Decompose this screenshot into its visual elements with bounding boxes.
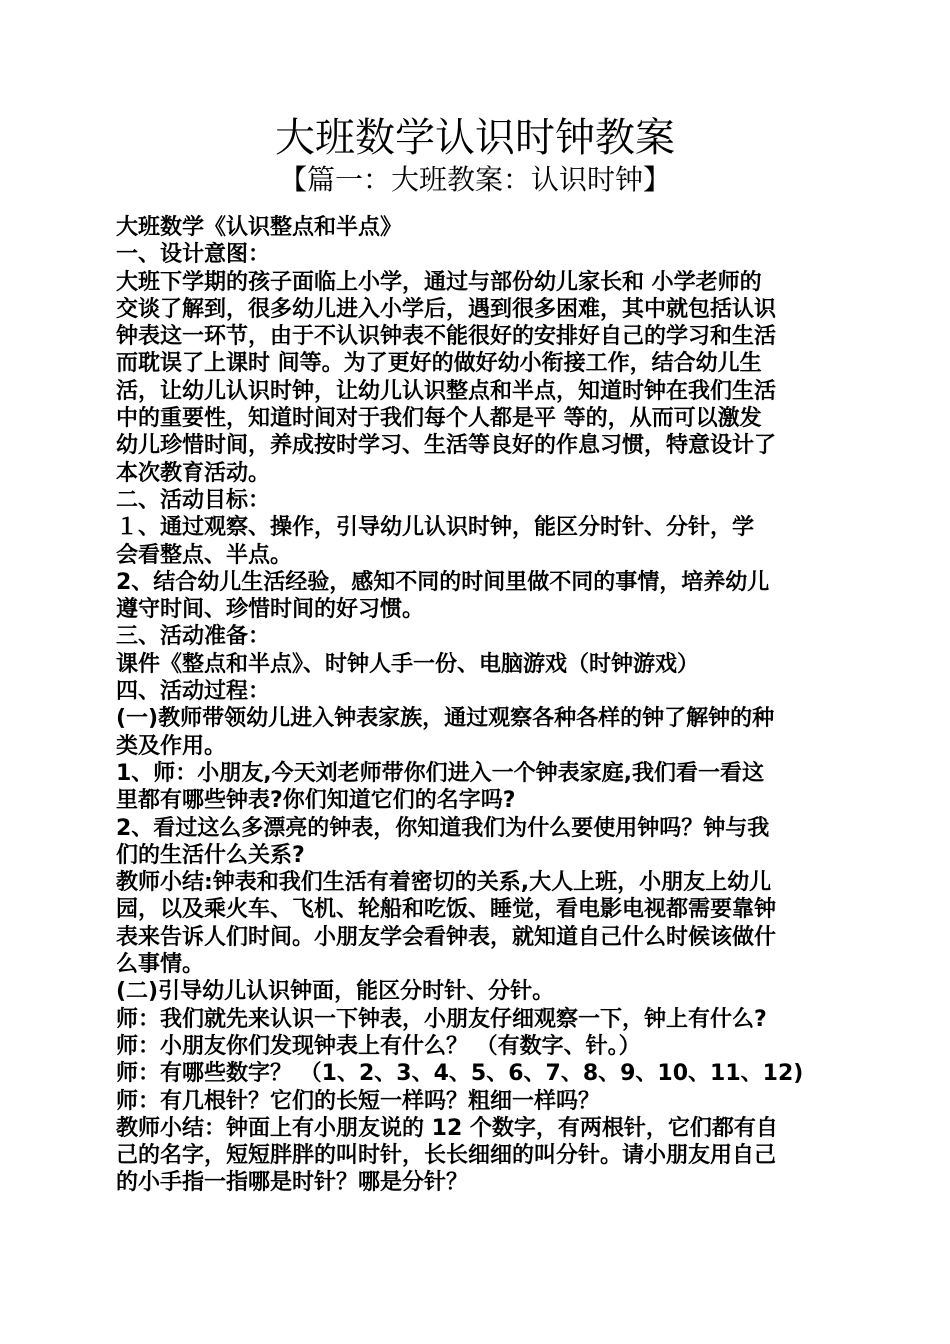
body-line: 里都有哪些钟表?你们知道它们的名字吗? bbox=[116, 788, 516, 814]
document-subtitle: 【篇一：大班教案：认识时钟】 bbox=[278, 163, 671, 196]
body-line: 幼儿珍惜时间，养成按时学习、生活等良好的作息习惯，特意设计了 bbox=[116, 433, 777, 459]
body-line: 会看整点、半点。 bbox=[116, 542, 293, 568]
body-line: 2、结合幼儿生活经验，感知不同的时间里做不同的事情，培养幼儿 bbox=[116, 569, 770, 595]
body-line: 1、师：小朋友,今天刘老师带你们进入一个钟表家庭,我们看一看这 bbox=[116, 760, 765, 786]
body-line: 师：我们就先来认识一下钟表，小朋友仔细观察一下，钟上有什么? bbox=[116, 1006, 767, 1032]
body-line: 师：有哪些数字？ （1、2、3、4、5、6、7、8、9、10、11、12) bbox=[116, 1061, 804, 1087]
body-line: 表来告诉人们时间。小朋友学会看钟表，就知道自己什么时候该做什 bbox=[116, 924, 777, 950]
body-line: (一)教师带领幼儿进入钟表家族，通过观察各种各样的钟了解钟的种 bbox=[116, 706, 775, 732]
body-line: １、通过观察、操作，引导幼儿认识时钟，能区分时针、分针，学 bbox=[116, 515, 755, 541]
body-line: 活，让幼儿认识时钟，让幼儿认识整点和半点，知道时钟在我们生活 bbox=[116, 378, 777, 404]
body-line: 大班下学期的孩子面临上小学，通过与部份幼儿家长和 小学老师的 bbox=[116, 269, 762, 295]
document-body bbox=[116, 214, 838, 1197]
body-line: 本次教育活动。 bbox=[116, 460, 271, 486]
body-line: 而耽误了上课时 间等。为了更好的做好幼小衔接工作，结合幼儿生 bbox=[116, 351, 762, 377]
body-line: 教师小结：钟面上有小朋友说的 12 个数字，有两根针，它们都有自 bbox=[116, 1115, 778, 1141]
body-line: 二、活动目标： bbox=[116, 487, 271, 513]
body-line: 么事情。 bbox=[116, 952, 205, 978]
body-line: 园，以及乘火车、飞机、轮船和吃饭、睡觉，看电影电视都需要靠钟 bbox=[116, 897, 777, 923]
body-line: 课件《整点和半点》、时钟人手一份、电脑游戏（时钟游戏） bbox=[116, 651, 700, 677]
document-title: 大班数学认识时钟教案 bbox=[275, 115, 675, 161]
body-line: 的小手指一指哪是时针？哪是分针？ bbox=[116, 1170, 469, 1196]
body-line: 己的名字，短短胖胖的叫时针，长长细细的叫分针。请小朋友用自己 bbox=[116, 1143, 777, 1169]
body-line: 三、活动准备： bbox=[116, 624, 271, 650]
body-line: 中的重要性，知道时间对于我们每个人都是平 等的，从而可以激发 bbox=[116, 406, 762, 432]
body-line: 交谈了解到，很多幼儿进入小学后，遇到很多困难，其中就包括认识 bbox=[116, 296, 777, 322]
body-line: 2、看过这么多漂亮的钟表，你知道我们为什么要使用钟吗？钟与我 bbox=[116, 815, 770, 841]
body-line: 教师小结:钟表和我们生活有着密切的关系,大人上班，小朋友上幼儿 bbox=[116, 870, 772, 896]
body-line: 遵守时间、珍惜时间的好习惯。 bbox=[116, 597, 425, 623]
body-line: 大班数学《认识整点和半点》 bbox=[116, 215, 403, 240]
body-line: 们的生活什么关系? bbox=[116, 842, 305, 868]
body-line: 类及作用。 bbox=[116, 733, 227, 759]
body-line: 师：有几根针？它们的长短一样吗？粗细一样吗？ bbox=[116, 1088, 601, 1114]
body-line: 师：小朋友你们发现钟表上有什么？ （有数字、针。） bbox=[116, 1033, 641, 1059]
body-line: 钟表这一环节，由于不认识钟表不能很好的安排好自己的学习和生活 bbox=[116, 324, 777, 350]
body-line: 一、设计意图： bbox=[116, 242, 271, 268]
body-line: (二)引导幼儿认识钟面，能区分时针、分针。 bbox=[116, 979, 555, 1005]
body-line: 四、活动过程： bbox=[116, 679, 271, 705]
